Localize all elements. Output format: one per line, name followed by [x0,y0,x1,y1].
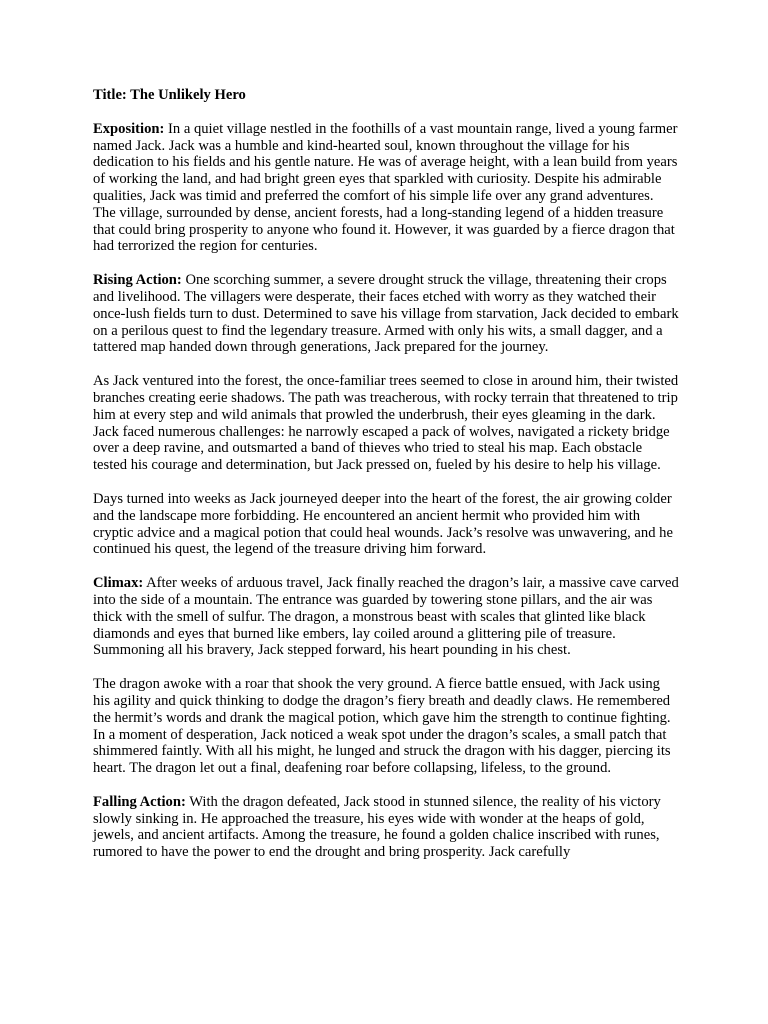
paragraph-text: With the dragon defeated, Jack stood in stunned silence, the reality of his victory slowly sinking in. He approached the treasure, his eyes wide with wonder at the heaps of gold, jewels, and ancient artifacts. Among the treasure, he found a golden chalice inscribed with runes, rumored to have the power to end the drought and bring prosperity. Jack carefully [93,793,661,861]
paragraph-exposition [93,121,679,255]
paragraph-text: As Jack ventured into the forest, the once-familiar trees seemed to close in around him, their twisted branches creating eerie shadows. The path was treacherous, with rocky terrain that threatened to trip him at every step and wild animals that prowled the underbrush, their eyes gleaming in the dark. Jack faced numerous challenges: he narrowly escaped a pack of wolves, navigated a rickety bridge over a deep ravine, and outsmarted a band of thieves who tried to steal his map. Each obstacle tested his courage and determination, but Jack pressed on, fueled by his desire to help his village. [93,373,679,474]
paragraph-battle [93,676,679,777]
paragraph-heading: Exposition: [93,120,165,137]
paragraph-climax [93,575,679,659]
paragraph-heading: Rising Action: [93,272,182,289]
paragraph-rising-action [93,272,679,356]
paragraph-text: After weeks of arduous travel, Jack finally reached the dragon’s lair, a massive cave carved into the side of a mountain. The entrance was guarded by towering stone pillars, and the air was thick with the smell of sulfur. The dragon, a monstrous beast with scales that glinted like black diamonds and eyes that burned like embers, lay coiled around a glittering pile of treasure. Summoning all his bravery, Jack stepped forward, his heart pounding in his chest. [93,575,679,659]
document-page [93,87,679,878]
document-title: Title: The Unlikely Hero [93,87,246,103]
paragraph-hermit [93,491,679,558]
paragraph-text: In a quiet village nestled in the foothills of a vast mountain range, lived a young farmer named Jack. Jack was a humble and kind-hearted soul, known throughout the village for his dedication to his fields and his gentle nature. He was of average height, with a lean build from years of working the land, and had bright green eyes that sparkled with curiosity. Despite his admirable qualities, Jack was timid and preferred the comfort of his simple life over any grand adventures. The village, surrounded by dense, ancient forests, had a long-standing legend of a hidden treasure that could bring prosperity to anyone who found it. However, it was guarded by a fierce dragon that had terrorized the region for centuries. [93,120,678,255]
paragraph-forest-journey [93,373,679,474]
paragraph-text: One scorching summer, a severe drought struck the village, threatening their crops and livelihood. The villagers were desperate, their faces etched with worry as they watched their once-lush fields turn to dust. Determined to save his village from starvation, Jack decided to embark on a perilous quest to find the legendary treasure. Armed with only his wits, a small dagger, and a tattered map handed down through generations, Jack prepared for the journey. [93,272,679,356]
paragraph-heading: Climax: [93,575,144,592]
paragraph-text: The dragon awoke with a roar that shook the very ground. A fierce battle ensued, with Jack using his agility and quick thinking to dodge the dragon’s fiery breath and deadly claws. He remembered the hermit’s words and drank the magical potion, which gave him the strength to continue fighting. In a moment of desperation, Jack noticed a weak spot under the dragon’s scales, a small patch that shimmered faintly. With all his might, he lunged and struck the dragon with his dagger, piercing its heart. The dragon let out a final, deafening roar before collapsing, lifeless, to the ground. [93,676,671,777]
paragraph-text: Days turned into weeks as Jack journeyed deeper into the heart of the forest, the air growing colder and the landscape more forbidding. He encountered an ancient hermit who provided him with cryptic advice and a magical potion that could heal wounds. Jack’s resolve was unwavering, and he continued his quest, the legend of the treasure driving him forward. [93,490,673,558]
paragraph-heading: Falling Action: [93,793,186,810]
paragraph-falling-action [93,794,679,861]
